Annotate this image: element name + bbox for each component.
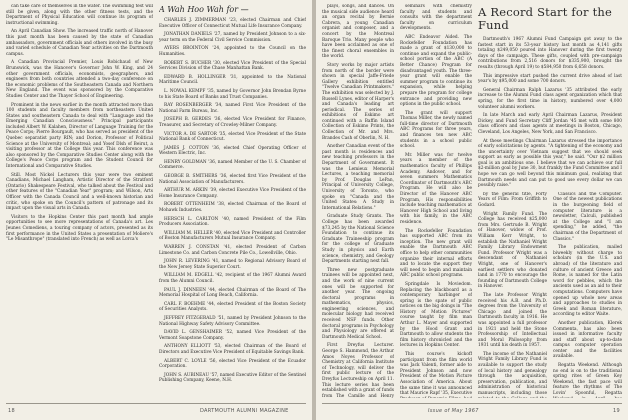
paragraph: Mr. Miller was for twelve years a member of the mathematics faculty of Phillips Academy, Andover, and for seven summers Mathematics Coordinator of Dartmouth's ABC Program. He will also be Director of the Hanover ABC Program, His responsibilities include teaching mathematics at Hanover High School and living with his family, in the ABC residence. — [400, 152, 472, 225]
paragraph: The publication, mailed biweekly without charge to scholars (in the U.S. and abroad) of the literature and culture of ancient Greece and Rome, is named for the Latin word for pebbles, which the ancients used as an aid to their computations. Computers have opened up whole new areas and approaches to studies in Greek and Roman literature, according to editor Waite. — [553, 245, 622, 318]
list-item: ROBERT S. BUCHER '30, elected Vice President of the Special Services Division of the Chase Manhattan Bank. — [159, 60, 306, 72]
wah-hoo-wah-heading: A Wah Hoo Wah for — — [159, 5, 249, 14]
paragraph: Visitors to the Hopkins Center this past month had ample opportunities to see more representations of Canada's art. Les Jeunes Comediens, a touring company of actors, presented as its first performance in the United States a presentation of Moliere's "Le Misanthrope" (translated into French) as well as Lorca's — [6, 214, 153, 243]
paragraph: In late March and early April Chairman Lazarus, President Dickey, and Fund Secretary Cliff Jordan '45 met with some 800 class officers and class agents at meetings in Boston, Chicago, Cleveland, Los Angeles, New York, and San Francisco. — [478, 113, 622, 135]
list-item: GEORGE B. SMITHERS '36, elected first Vice President of the National Association of Manufacturers. — [159, 174, 306, 185]
magazine-name: DARTMOUTH ALUMNI MAGAZINE — [200, 408, 289, 414]
paragraph: Wright Family Fund. The College has received $25,000 from Mrs. Gertrude B. Wright of Hanover, widow of Prof. William Kerr Wright, to establish the Nathaniel Wright Family Library Endowment Fund. Professor Wright was a descendant of Nathaniel Wright, one of Hanover's earliest settlers who donated land in 1770 to encourage the founding of Dartmouth College in Hanover. — [478, 211, 547, 290]
paragraph: The Rockefeller Foundation has supported ABC from its inception. The new grant will enable the Dartmouth ABC office to help other communities organize their internal efforts and to locate the support they will need to begin and maintain ABC public school programs. — [400, 228, 472, 279]
paragraph: Another publication, Klerek Commenta, has also been issued in informative faculty and staff about up-to-date campus computer operation center and the facilities available. — [553, 320, 622, 360]
list-item: CARL F. BOEHME '44, elected President of the Boston Society of Securities Analysts. — [159, 301, 306, 313]
paragraph: The grant will support Thomas Miller, the newly named full-time director of Dartmouth ABC Programs for three years, and finances ten new ABC students in a school public school. — [400, 110, 472, 150]
paragraph: A Canadian Provincial Premier, Louis Robichaud of New Brunswick, was the Hanover's Governor John W. King, and 24 other government officials, economists, geographers, and engineers from both countries attended a two-day conference on the economic problems of the Southeastern Canada and Northern New England. The event was sponsored by the Comparative Studies Center and the Thayer School of Engineering. — [6, 60, 153, 99]
list-item: JONATHAN DANIELS '27, named by President Johnson to a six-year term on the Federal Civil Service Commission. — [159, 32, 306, 43]
right-feature-area — [478, 4, 622, 398]
list-item: JOHN R. LEVERING '41, named to Regional Advisory Board of the New Jersey State Superior Court. — [159, 259, 306, 270]
list-item: EDWARD B. HOLLINGER '31, appointed to the National Maritime Council. — [159, 74, 306, 86]
list-item: VICTOR A. DE SARTOR '35, elected Vice President of the State National Bank of Connecticut. — [159, 131, 306, 143]
list-item: DAVID L. GENSHAIMER '52, named Vice President of the Vermont Soapstone Company. — [159, 330, 306, 341]
paragraph: An April Canadian Show. The increased traffic north of Hanover this past month has been caused by the state of Canadian ambassadors, government officials and others involved in the busy and varied schedule of Canadian Year activities on the Dartmouth campus. — [6, 29, 153, 57]
list-item: AYERS BROINTON '24, appointed to the Council on the Humanities. — [159, 46, 306, 57]
list-item: WARREN J. CONSTAN '41, elected President of Carbon Limestone Co. and Carbon Concrete Pile Co., Lowellville, Ohio. — [159, 245, 306, 256]
paragraph: This impressive start pushed the current drive ahead of last year's by $95,000 and some 700 donors. — [478, 73, 622, 85]
right-page-columns — [322, 4, 622, 398]
paragraph: First Dreyfus Lecturer. George S. Hammond, the Arthur Amos Noyes Professor of Chemistry at California Institute of Technology, will deliver the first public lecture of the Dreyfus Lectureship on April 11. This lecture series has been established with a grant of funds from The Camille and Henry — [322, 343, 394, 398]
article-title: A Record Start for the Fund — [478, 5, 612, 32]
list-item: JOHN S. AUBINEAU '57, named Executive Editor of the Sentinel Publishing Company, Keene, N.H. — [159, 372, 306, 384]
right-page — [316, 0, 628, 420]
footer-rule — [322, 403, 622, 404]
paragraph: can take care of themselves in the water. The swimming test will still be given, along with the other fitness tests, and the Department of Physical Education will continue its program of instructional swimming. — [6, 4, 153, 26]
paragraph: At these meetings Chairman Lazarus stressed the importance of early solicitations by agents. "A tightening of the economy and the uncertainty over Vietnam suggest that we should seek support as early as possible this year," he said. "Our $2 million goal is an ambitious one. I believe that we can achieve our full $2-million goal by June 30, but frankly the Fund Committee and I hope we can go well beyond this minimum goal, realizing that Dartmouth needs and can put to good use every dollar we can possibly raise." — [478, 138, 622, 189]
left-page-columns — [6, 4, 306, 398]
paragraph: General Chairman Ralph Lazarus '35 attributed the early increase to the Alumni Fund class agent organization which that spring, for the first time in history, numbered over 4,000 volunteer alumni workers. — [478, 87, 622, 110]
issue-label: Issue of May 1967 — [428, 408, 479, 414]
list-item: WILLIAM M. EDGELL '42, recipient of the 1967 Alumni Award from the Alumni Council. — [159, 273, 306, 284]
paragraph: Regatta Weekend. Although no end is on to the traditional spring rites of Green Key Weekend, the fast pace will feature the rhythms of The Lovin' Spoonful, Regatta — [553, 363, 622, 397]
list-item: JEFFREY FITZGERALD '51, named by President Johnson to the National Highway Safety Advisory Committee. — [159, 315, 306, 327]
paragraph: Prominent in the news earlier in the month attracted more than 100 students and faculty members from northeastern United States and southeastern Canada to deal with "Language and the Emerging Canadian Consciousness." Principal participants included Albert W. Kalahen, Director of Language Training for the Peace Corps; Pierre Bourgault, who has served as president of the Quebec separatist party RIN; and Dorion, Professor of Political Science at the University of Montreal; and Yosef Dlsh of Beirut, a visiting professor at the College this year. This conference was also sponsored by the Comparative Studies Center along with the College's Peace Corps program and the Student Council for International and Comparative Studies. — [6, 102, 153, 170]
list-item: HERSCH L. CARLTON '40, named President of the Film Producers Association. — [159, 216, 306, 228]
left-column-1 — [6, 4, 153, 398]
paragraph: This course's kickoff participant from the film world was Jack Valenti, former aide to President Johnson and now President of the Motion Picture Association of America. About the same time it was announced that Maurice Rapf '35, Executive — [400, 352, 472, 397]
fund-article-body — [478, 37, 622, 189]
right-column-1 — [322, 4, 394, 398]
right-column-3-lower — [478, 192, 547, 398]
paragraph: plays, songs, and dances. On the musical side audience heard an organ recital by Bernie Cabrera, a young Canadian organist and composer, and a concert by the Montreal Baroque Trio. Many people who have been acclaimed as one of the finest choral ensembles in the world. — [322, 4, 394, 60]
page-number: 18 — [8, 408, 15, 414]
list-item: ARTHUR M. ARKIN '39, elected Executive Vice President of the Home Insurance Company. — [159, 188, 306, 199]
paragraph: Another Canadian event of the past month is residences and new teaching professors in the Department of Government. It was the Lemieux Memorial Lectures, a teaching memorial by Prof. Douglas LePan, Principal of University College, University of Toronto, who spoke on "Canada and the United States: A Study in International Relations." — [322, 144, 394, 211]
list-item: L. NOWAL KEMPF '35, named by Governor John Brendan Byrne to his State Board of Banks and Trust Companies. — [159, 88, 306, 100]
lower-columns — [478, 192, 622, 398]
list-item: ANTHONY ELLIOTT '53, elected Chairman of the Board of Directors and Executive Vice President of Equitable Savings Bank. — [159, 344, 306, 355]
list-item: ROBERT OTTENHEIM '38, elected Chairman of the Board of Mohawk Industries. — [159, 202, 306, 214]
list-item: HENRY GOLDMAN '36, named Member of the U. S. Chamber of Commerce. — [159, 159, 306, 171]
paragraph: Still. Most Nickel Lecturers this year were two eminent Canadians, Michael Langham, Artistic Director of the Stratford (Ontario) Shakespeare Festival, who talked about the Festival and other features of the "Canadian Year" program; and Wilson, Arts Officer with the Canada Council and a well-known historian and critic, who spoke on the Council's pattern of patronage and its impact upon the visual arts in Canada. — [6, 172, 153, 212]
left-column-2 — [159, 4, 306, 398]
left-page — [0, 0, 312, 420]
list-item: JAMES J. COTTON '36, elected Chief Operating Officer of Western Electric, Inc. — [159, 145, 306, 157]
honors-list — [159, 18, 306, 384]
list-item: JOSEPH B. GERDES '36, elected Vice President for Finance, Treasurer, and Secretary of Crowley-Milner Company. — [159, 117, 306, 128]
paragraph: seminars with chemistry faculty and students and consults with the department faculty on curriculum developments. — [400, 4, 472, 32]
list-item: ALBERT C. LOYLE '56, elected Vice President of the Ecuador Corporation. — [159, 358, 306, 370]
list-item: WILLIAM M. HELLER '40, elected Vice President and Controller of Boston Manufacturers Mutual Insurance Company. — [159, 230, 306, 242]
list-item: RAY ROSENBERGER '34, named First Vice President of the National Farm Bureau, Inc. — [159, 103, 306, 114]
paragraph: Story works by major artists from north of the border were shown in special Jaffe-Friede Gallery exhibition entitled "Twelve Canadian Printmakers." The exhibition was selected by J. Russell Lynes, editor of Harper's and Canada's leading art periodical. The series of exhibitions of Eskimo art continued with a Baffin Island Collection of Eskimo Prints, the Collection of Mr. and Mrs. Brandes Cash of Oberlin, N. H. — [322, 62, 394, 141]
paragraph: The late Professor Wright received his A.B. and Ph.D. degrees from the University of Chicago and joined the Dartmouth faculty in 1916. He was appointed a full professor in 1921 and held the Stone Professorship of Intellectual and Moral Philosophy from 1931 until his death in 1957. — [478, 292, 547, 349]
right-column-2 — [400, 4, 472, 398]
paragraph: Classics and the Computer. One of the newest publications in the burgeoning field of computer literature is a newsletter, Calculi, published at the College and "I am spending," he added, "the chairman of the Department of Classics." — [553, 191, 622, 242]
list-item: PAUL J. DINNEEN '44, elected Chairman of the Board of The Memorial Hospital of Long Beach, California. — [159, 287, 306, 299]
list-item: CHARLES J. ZIMMERMAN '23, elected Chairman and Chief Executive Officer of Connecticut Mutual Life Insurance Company. — [159, 18, 306, 29]
paragraph: Dartmouth's 1967 Alumni Fund Campaign got away to the fastest start in its 53-year history last month as 4,141 gifts totaling $249,050 poured into Hanover during the first twenty days of the campaign. These gifts, coupled with pre-campaign contributions from 2,516 donors for $335,900, brought the results (through April 19) to $584,950 from 6,658 donors. — [478, 37, 622, 70]
paragraph: Three new postgraduate trainees will be appointed next, and the work of nine current ones will be supported for another year. The ongoing doctoral programs in mathematics, physics, engineering sciences, and molecular biology had received received NSF funds. Other doctoral programs in Psychology and Physiology are offered at Dartmouth Medical School. — [322, 267, 394, 340]
page-number: 19 — [613, 408, 620, 414]
footer-rule — [6, 403, 306, 404]
paragraph: Graduate Study Grants. The College has been awarded $73,245 by the National Science Foundation to continue its Graduate Traineeship program for the college of Graduate Study in physics and Earth science, chemistry, and Geology Departments starting next fall. — [322, 214, 394, 265]
paragraph: The income of the Nathaniel Wright Family Library Fund is available to support the study of local history and genealogy through the acquisition, preservation, publication, and administration of historical manuscripts, including those — [478, 351, 547, 397]
paragraph: Springdale Is Moviedom. Replacing the blackboard as a contemporary harbinger of spring is the spate of public notices on the big doings in "The History of Motion Pictures" course taught by film man Arthur L. Mayer and supported by the Hood Grant and Dartmouth to allow students the film history chronicled and the lectures in Hopkins Center. — [400, 281, 472, 349]
paragraph: by the general title, Forty Years of Film: From Griffith to Godard. — [478, 191, 547, 209]
right-column-4 — [553, 192, 622, 398]
paragraph: ABC Endeavor Aided. The Rockefeller Foundation has made a grant of $130,000 to continue and expand the public-school portion of the ABC (A Better Chance) Program for disadvantaged youth. The three-year grant will enable the summer program to continue its expansion, while helping prepare the program for college entrance and providing new options in the public school. — [400, 34, 472, 108]
